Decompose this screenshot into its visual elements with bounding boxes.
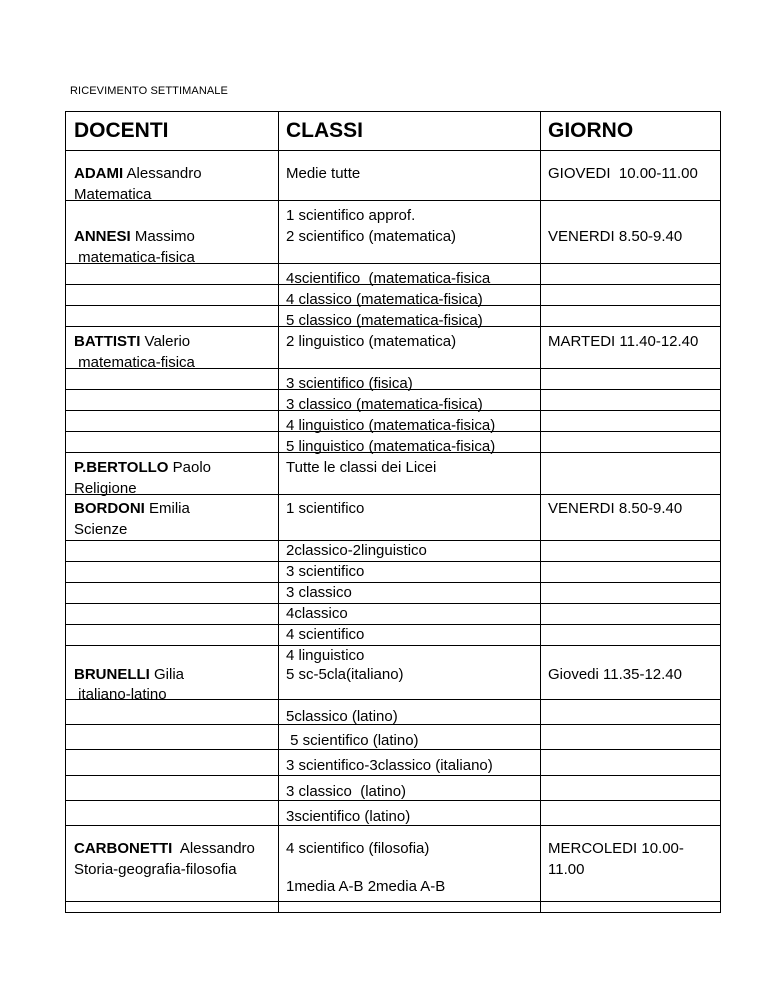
reception-day: VENERDI 8.50-9.40 <box>548 228 683 245</box>
column-divider <box>278 112 279 912</box>
class-entry: 4 scientifico (filosofia) <box>286 840 430 857</box>
class-entry: 2classico-2linguistico <box>286 542 427 559</box>
row-divider <box>66 645 720 646</box>
teacher-name: BATTISTI Valerio <box>74 333 191 350</box>
class-entry: 4 linguistico <box>286 647 365 664</box>
class-entry: 3 classico (latino) <box>286 783 407 800</box>
row-divider <box>66 603 720 604</box>
reception-day: 11.00 <box>548 861 585 878</box>
teacher-subject: Religione <box>74 480 137 497</box>
class-entry: 5classico (latino) <box>286 708 398 725</box>
class-entry: 3 classico (matematica-fisica) <box>286 396 483 413</box>
class-entry: 4 scientifico <box>286 626 365 643</box>
row-divider <box>66 200 720 201</box>
class-entry: 3 scientifico-3classico (italiano) <box>286 757 493 774</box>
class-entry: 4classico <box>286 605 348 622</box>
reception-day: MARTEDI 11.40-12.40 <box>548 333 699 350</box>
class-entry: Tutte le classi dei Licei <box>286 459 437 476</box>
row-divider <box>66 901 720 902</box>
teacher-subject: matematica-fisica <box>74 249 195 266</box>
class-entry: 2 linguistico (matematica) <box>286 333 457 350</box>
class-entry: 4scientifico (matematica-fisica <box>286 270 491 287</box>
class-entry: 3 classico <box>286 584 352 601</box>
class-entry: 3scientifico (latino) <box>286 808 411 825</box>
teacher-subject: Storia-geografia-filosofia <box>74 861 237 878</box>
column-divider <box>540 112 541 912</box>
teacher-subject: matematica-fisica <box>74 354 195 371</box>
reception-day: MERCOLEDI 10.00- <box>548 840 684 857</box>
class-entry: Medie tutte <box>286 165 361 182</box>
reception-table <box>65 111 721 913</box>
class-entry: 5 scientifico (latino) <box>286 732 419 749</box>
header-docenti: DOCENTI <box>74 119 169 142</box>
class-entry: 1media A-B 2media A-B <box>286 878 446 895</box>
row-divider <box>66 150 720 151</box>
teacher-subject: Scienze <box>74 521 128 538</box>
teacher-name: CARBONETTI Alessandro <box>74 840 255 857</box>
document-title: RICEVIMENTO SETTIMANALE <box>70 85 228 97</box>
teacher-subject: Matematica <box>74 186 152 203</box>
teacher-name: BRUNELLI Gilia <box>74 666 185 683</box>
class-entry: 2 scientifico (matematica) <box>286 228 457 245</box>
reception-day: Giovedi 11.35-12.40 <box>548 666 682 683</box>
teacher-subject: italiano-latino <box>74 686 167 703</box>
header-giorno: GIORNO <box>548 119 634 142</box>
teacher-name: ANNESI Massimo <box>74 228 195 245</box>
row-divider <box>66 582 720 583</box>
reception-day: GIOVEDI 10.00-11.00 <box>548 165 698 182</box>
reception-day: VENERDI 8.50-9.40 <box>548 500 683 517</box>
teacher-name: ADAMI Alessandro <box>74 165 202 182</box>
class-entry: 5 classico (matematica-fisica) <box>286 312 483 329</box>
class-entry: 5 linguistico (matematica-fisica) <box>286 438 496 455</box>
class-entry: 5 sc-5cla(italiano) <box>286 666 404 683</box>
class-entry: 1 scientifico <box>286 500 365 517</box>
class-entry: 4 classico (matematica-fisica) <box>286 291 483 308</box>
row-divider <box>66 561 720 562</box>
teacher-name: BORDONI Emilia <box>74 500 190 517</box>
class-entry: 3 scientifico <box>286 563 365 580</box>
header-classi: CLASSI <box>286 119 364 142</box>
row-divider <box>66 494 720 495</box>
row-divider <box>66 624 720 625</box>
class-entry: 4 linguistico (matematica-fisica) <box>286 417 496 434</box>
class-entry: 1 scientifico approf. <box>286 207 416 224</box>
teacher-name: P.BERTOLLO Paolo <box>74 459 212 476</box>
class-entry: 3 scientifico (fisica) <box>286 375 413 392</box>
